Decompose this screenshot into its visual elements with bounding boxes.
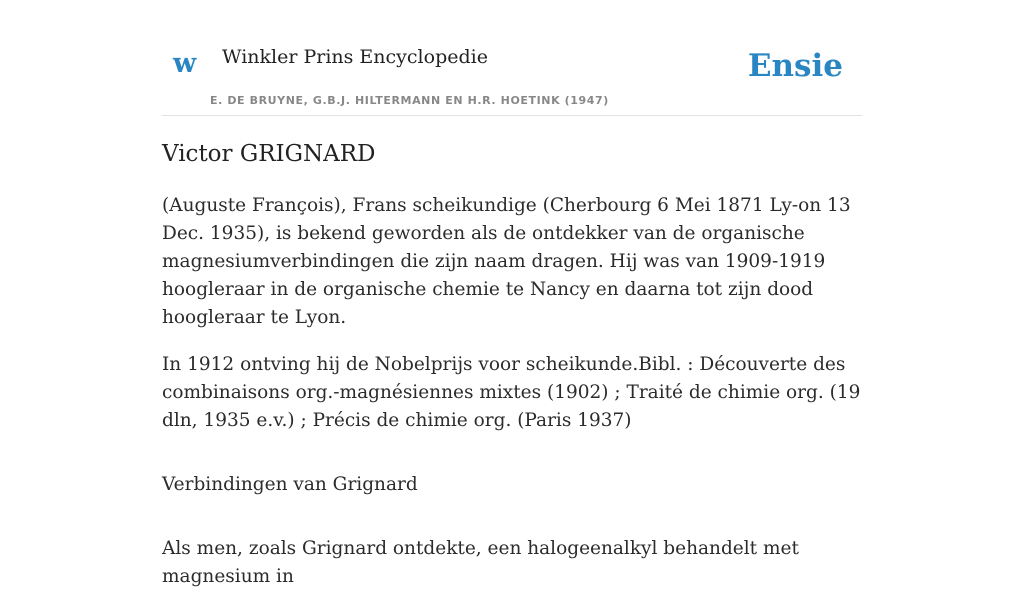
site-header — [162, 0, 862, 116]
article-paragraph: Als men, zoals Grignard ontdekte, een halogeenalkyl behandelt met magnesium in — [162, 538, 799, 587]
article-title: Victor GRIGNARD — [162, 141, 376, 167]
article-paragraph: (Auguste François), Frans scheikundige (Cherbourg 6 Mei 1871 Ly-on 13 Dec. 1935), is bekend geworden als de ontdekker van de organische magnesiumverbindingen die zijn naam dragen. Hij was van 1909-1919 hoogleraar in de organische chemie te Nancy en daarna tot zijn dood hoogleraar te Lyon. — [162, 195, 851, 328]
ensie-logo[interactable]: Ensie — [747, 48, 843, 84]
article-subheading: Verbindingen van Grignard — [162, 474, 418, 495]
site-title[interactable]: Winkler Prins Encyclopedie — [222, 46, 488, 68]
article-paragraph: In 1912 ontving hij de Nobelprijs voor scheikunde.Bibl. : Découverte des combinaisons org.-magnésiennes mixtes (1902) ; Traité de chimie org. (19 dln, 1935 e.v.) ; Précis de chimie org. (Paris 1937) — [162, 354, 861, 431]
winkler-prins-logo[interactable]: w — [173, 48, 197, 79]
source-authors: E. DE BRUYNE, G.B.J. HILTERMANN EN H.R. HOETINK (1947) — [210, 94, 609, 107]
page — [162, 0, 862, 587]
article-body — [162, 192, 862, 610]
